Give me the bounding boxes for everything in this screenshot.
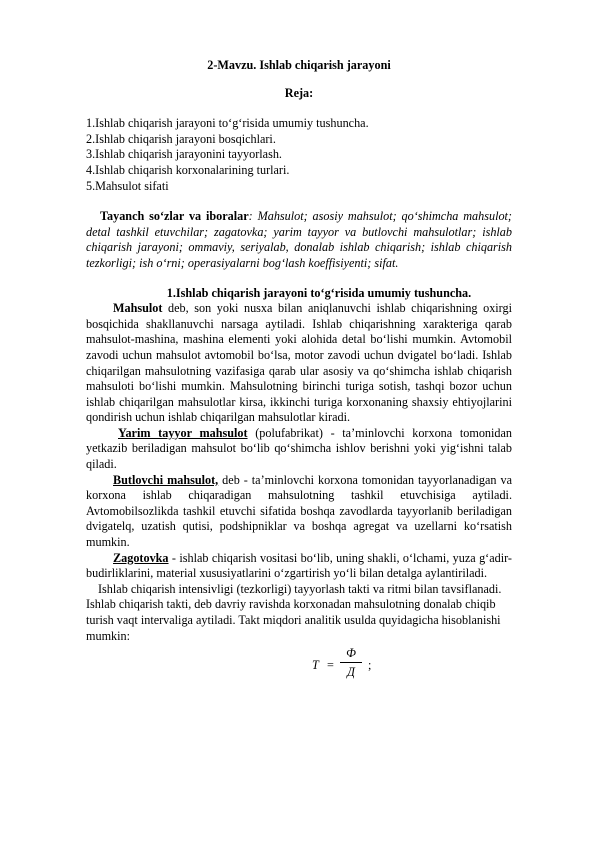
paragraph-intensivlik: Ishlab chiqarish intensivligi (tezkorligi) tayyorlash takti va ritmi bilan tavsiflanadi. Ishlab chiqarish takti, deb davriy ravishda korxonadan mahsulotning donalab chiqib turish vaqt intervaliga aytiladi. Takt miqdori analitik usulda quyidagicha hisoblanishi mumkin:: [86, 581, 502, 643]
paragraph-text: deb, son yoki nusxa bilan aniqlanuvchi ishlab chiqarishning oxirgi bosqichida shakllanuvchi narsaga aytiladi. Ishlab chiqarishning xarakteriga qarab mahsulot-mashina, mashina elementi yoki alohida detal bo‘lishi mumkin. Avtomobil zavodi uchun mahsulot avtomobil bo‘lsa, motor zavodi uchun dvigatel bo‘ladi. Ishlab chiqarilgan mahsulotning vazifasiga qarab ular asosiy va qo‘shimcha ishlab chiqarish mahsuloti bo‘lishi mumkin. Mahsulotning birinchi turiga sotish, tashqi bozor uchun ishlab chiqarilgan mahsulotlar kirsa, ikkinchi turiga korxonaning shaxsiy ehtiyojlarini qondirish uchun ishlab chiqarilgan mahsulotlar kiradi.: [86, 301, 512, 425]
paragraph-text: (polufabrikat) - ta’minlovchi korxona tomonidan yetkazib beriladigan mahsulot bo‘lib qo‘shimcha ishlov berishni yoki yig‘ishni talab qiladi.: [86, 425, 512, 472]
paragraph-text: - ishlab chiqarish vositasi bo‘lib, uning shakli, o‘lchami, yuza g‘adir-budirliklarini, material xususiyatlarini o‘zgartirish yo‘li bilan detalga aylantiriladi.: [86, 550, 512, 581]
formula-numerator: Ф: [346, 646, 356, 661]
document-page: [86, 58, 512, 686]
paragraph-zagotovka: [86, 551, 512, 582]
formula-equals: =: [327, 658, 334, 673]
plan-list: [86, 116, 512, 194]
paragraph-mahsulot: [86, 301, 512, 426]
formula-semicolon: ;: [368, 658, 372, 673]
plan-item: 1.Ishlab chiqarish jarayoni to‘g‘risida umumiy tushuncha.: [86, 116, 369, 131]
keywords-list: : Mahsulot; asosiy mahsulot; qo‘shimcha mahsulot; detal tashkil etuvchilar; zagatovka; yarim tayyor va butlovchi mahsulotlar; ishlab chiqarish jarayoni; ommaviy, seriyalab, donalab ishlab chiqarish; ishlab chiqarish tezkorligi; ish o‘rni; operasiyalarni bog‘lash koeffisiyenti; sifat.: [86, 209, 512, 270]
plan-heading: Reja:: [284, 85, 314, 100]
document-title: 2-Mavzu. Ishlab chiqarish jarayoni: [207, 58, 391, 72]
keywords-heading: Tayanch so‘zlar va iboralar: [100, 209, 249, 224]
plan-item: 5.Mahsulot sifati: [86, 178, 169, 193]
term-butlovchi: Butlovchi mahsulot,: [113, 472, 219, 487]
paragraph-text: deb - ta’minlovchi korxona tomonidan tayyorlanadigan va korxona ishlab chiqaradigan mahsulotning tashkil etuvchisiga aytiladi. Avtomobilsozlikda tashkil etuvchi sifatida boshqa zavodlarda tayyorlanib beriladigan dvigatelq, uzatish qutisi, podshipniklar va boshqa agregat va uzellarni ko‘rsatish mumkin.: [86, 472, 512, 550]
formula-denominator: Д: [347, 665, 355, 680]
section-title: 1.Ishlab chiqarish jarayoni to‘g‘risida umumiy tushuncha.: [166, 285, 472, 300]
term-mahsulot: Mahsulot: [113, 301, 163, 316]
keywords-paragraph: [86, 209, 512, 271]
term-yarim-tayyor: Yarim tayyor mahsulot: [118, 425, 248, 440]
fraction-bar: [340, 662, 362, 663]
formula-fraction: [340, 646, 362, 680]
paragraph-yarim-tayyor: [86, 426, 512, 473]
plan-item: 2.Ishlab chiqarish jarayoni bosqichlari.: [86, 131, 276, 146]
term-zagotovka: Zagotovka: [113, 550, 169, 565]
plan-item: 4.Ishlab chiqarish korxonalarining turlari.: [86, 162, 290, 177]
plan-item: 3.Ishlab chiqarish jarayonini tayyorlash.: [86, 147, 282, 162]
formula-lhs: T: [312, 658, 319, 673]
paragraph-butlovchi: [86, 473, 512, 551]
takt-formula: [86, 646, 512, 686]
